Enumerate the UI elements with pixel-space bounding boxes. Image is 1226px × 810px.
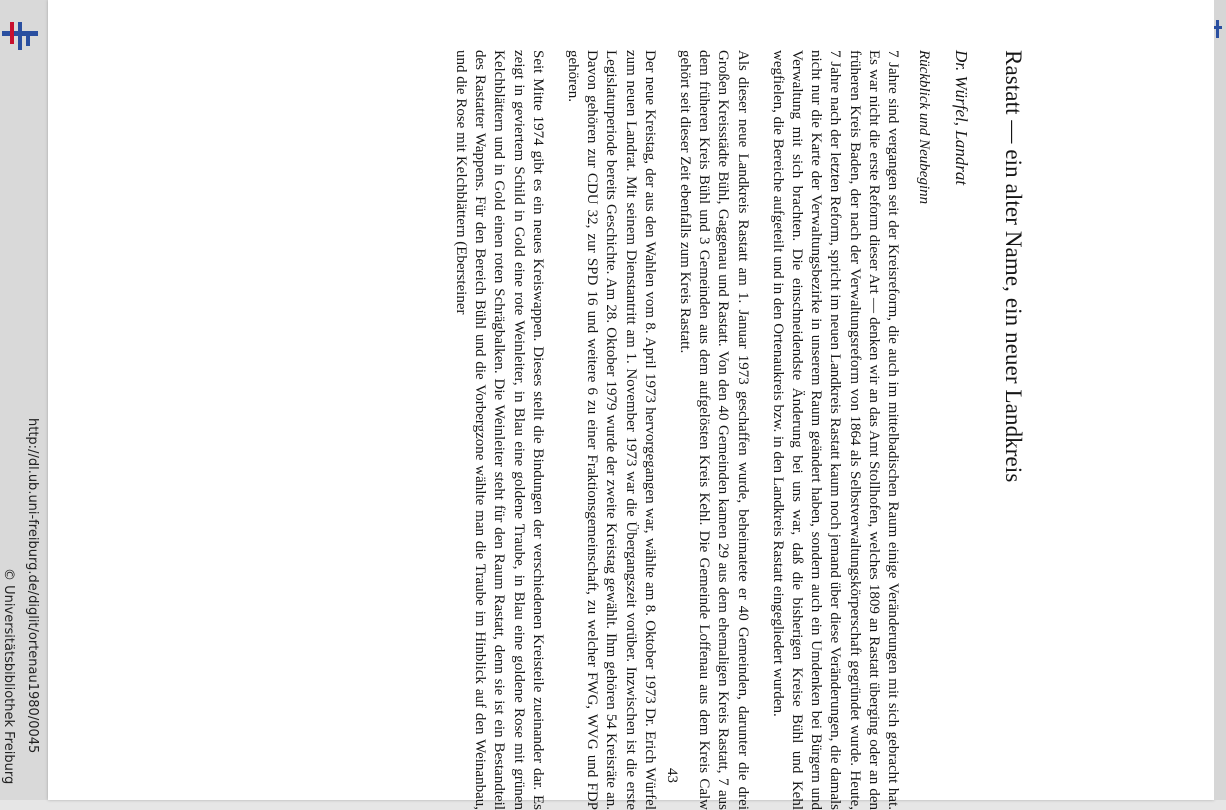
paragraph: Als dieser neue Landkreis Rastatt am 1. Januar 1973 geschaffen wurde, beheimatete er 40 Gemeinden, darunter die drei Großen Kreisstädte Bühl, Gaggenau und Rastatt. Von den 40 Gemeinden kamen 29 aus dem ehemaligen Kreis Rastatt, 7 aus dem früheren Kreis Bühl und 3 Gemeinden aus dem aufgelösten Kreis Kehl. Die Gemeinde Loffenau aus dem Kreis Calw gehört seit dieser Zeit ebenfalls zum Kreis Rastatt. (676, 50, 751, 810)
source-url[interactable]: http://dl.ub.uni-freiburg.de/diglit/ortenau1980/0045 (25, 418, 40, 754)
library-logo-icon (2, 22, 38, 50)
page-number: 43 (664, 768, 680, 783)
article-author: Dr. Würfel, Landrat (952, 50, 971, 186)
paragraph: 7 Jahre sind vergangen seit der Kreisreform, die auch im mittelbadischen Raum einige Veränderungen mit sich gebracht hat. Es war nicht die erste Reform dieser Art — denken wir an das Amt Stollhofen, welches 1809 an Rastatt überging oder an den früheren Kreis Baden, der nach der Verwaltungsreform von 1864 als Selbstverwaltungskörperschaft gegründet wurde. Heute, 7 Jahre nach der letzten Reform, spricht im neuen Landkreis Rastatt kaum noch jemand über diese Veränderungen, die damals nicht nur die Karte der Verwaltungsbezirke in unserem Raum geändert haben, sondern auch ein Umdenken bei Bürgern und Verwaltung mit sich brachten. Die einschneidendste Änderung bei uns war, daß die bisherigen Kreise Bühl und Kehl wegfielen, die Bereiche aufgeteilt und in den Ortenaukreis bzw. in den Landkreis Rastatt eingegliedert wurden. (769, 50, 901, 810)
paragraph: Der neue Kreistag, der aus den Wahlen vom 8. April 1973 hervorgegangen war, wählte am 8. Oktober 1973 Dr. Erich Würfel zum neuen Landrat. Mit seinem Dienstantritt am 1. November 1973 war die Übergangszeit vorüber. Inzwischen ist die erste Legislaturperiode bereits Geschichte. Am 28. Oktober 1979 wurde der zweite Kreistag gewählt. Ihm gehören 54 Kreisräte an. Davon gehören zur CDU 32, zur SPD 16 und weitere 6 zu einer Fraktionsgemeinschaft, zu welcher FWG, WVG und FDP gehören. (564, 50, 658, 810)
article-title: Rastatt — ein alter Name, ein neuer Landkreis (1001, 50, 1026, 483)
paragraph: Seit Mitte 1974 gibt es ein neues Kreiswappen. Dieses stellt die Bindungen der verschiedenen Kreisteile zueinander dar. Es zeigt in geviertem Schild in Gold eine rote Weinleiter, in Blau eine goldene Traube, in Blau eine goldene Rose mit grünen Kelchblättern und in Gold einen roten Schrägbalken. Die Weinleiter steht für den Raum Rastatt, denn sie ist ein Bestandteil des Rastatter Wappens. Für den Bereich Bühl und die Vorbergzone wählte man die Traube im Hinblick auf den Weinanbau, und die Rose mit Kelchblättern (Ebersteiner (452, 50, 546, 810)
section-heading: Rückblick und Neubeginn (916, 50, 932, 205)
viewer-right-margin (1214, 0, 1226, 800)
copyright-notice: © Universitätsbibliothek Freiburg (1, 568, 16, 785)
article-body (180, 50, 1040, 810)
page-edge-mark-icon (1214, 20, 1222, 38)
